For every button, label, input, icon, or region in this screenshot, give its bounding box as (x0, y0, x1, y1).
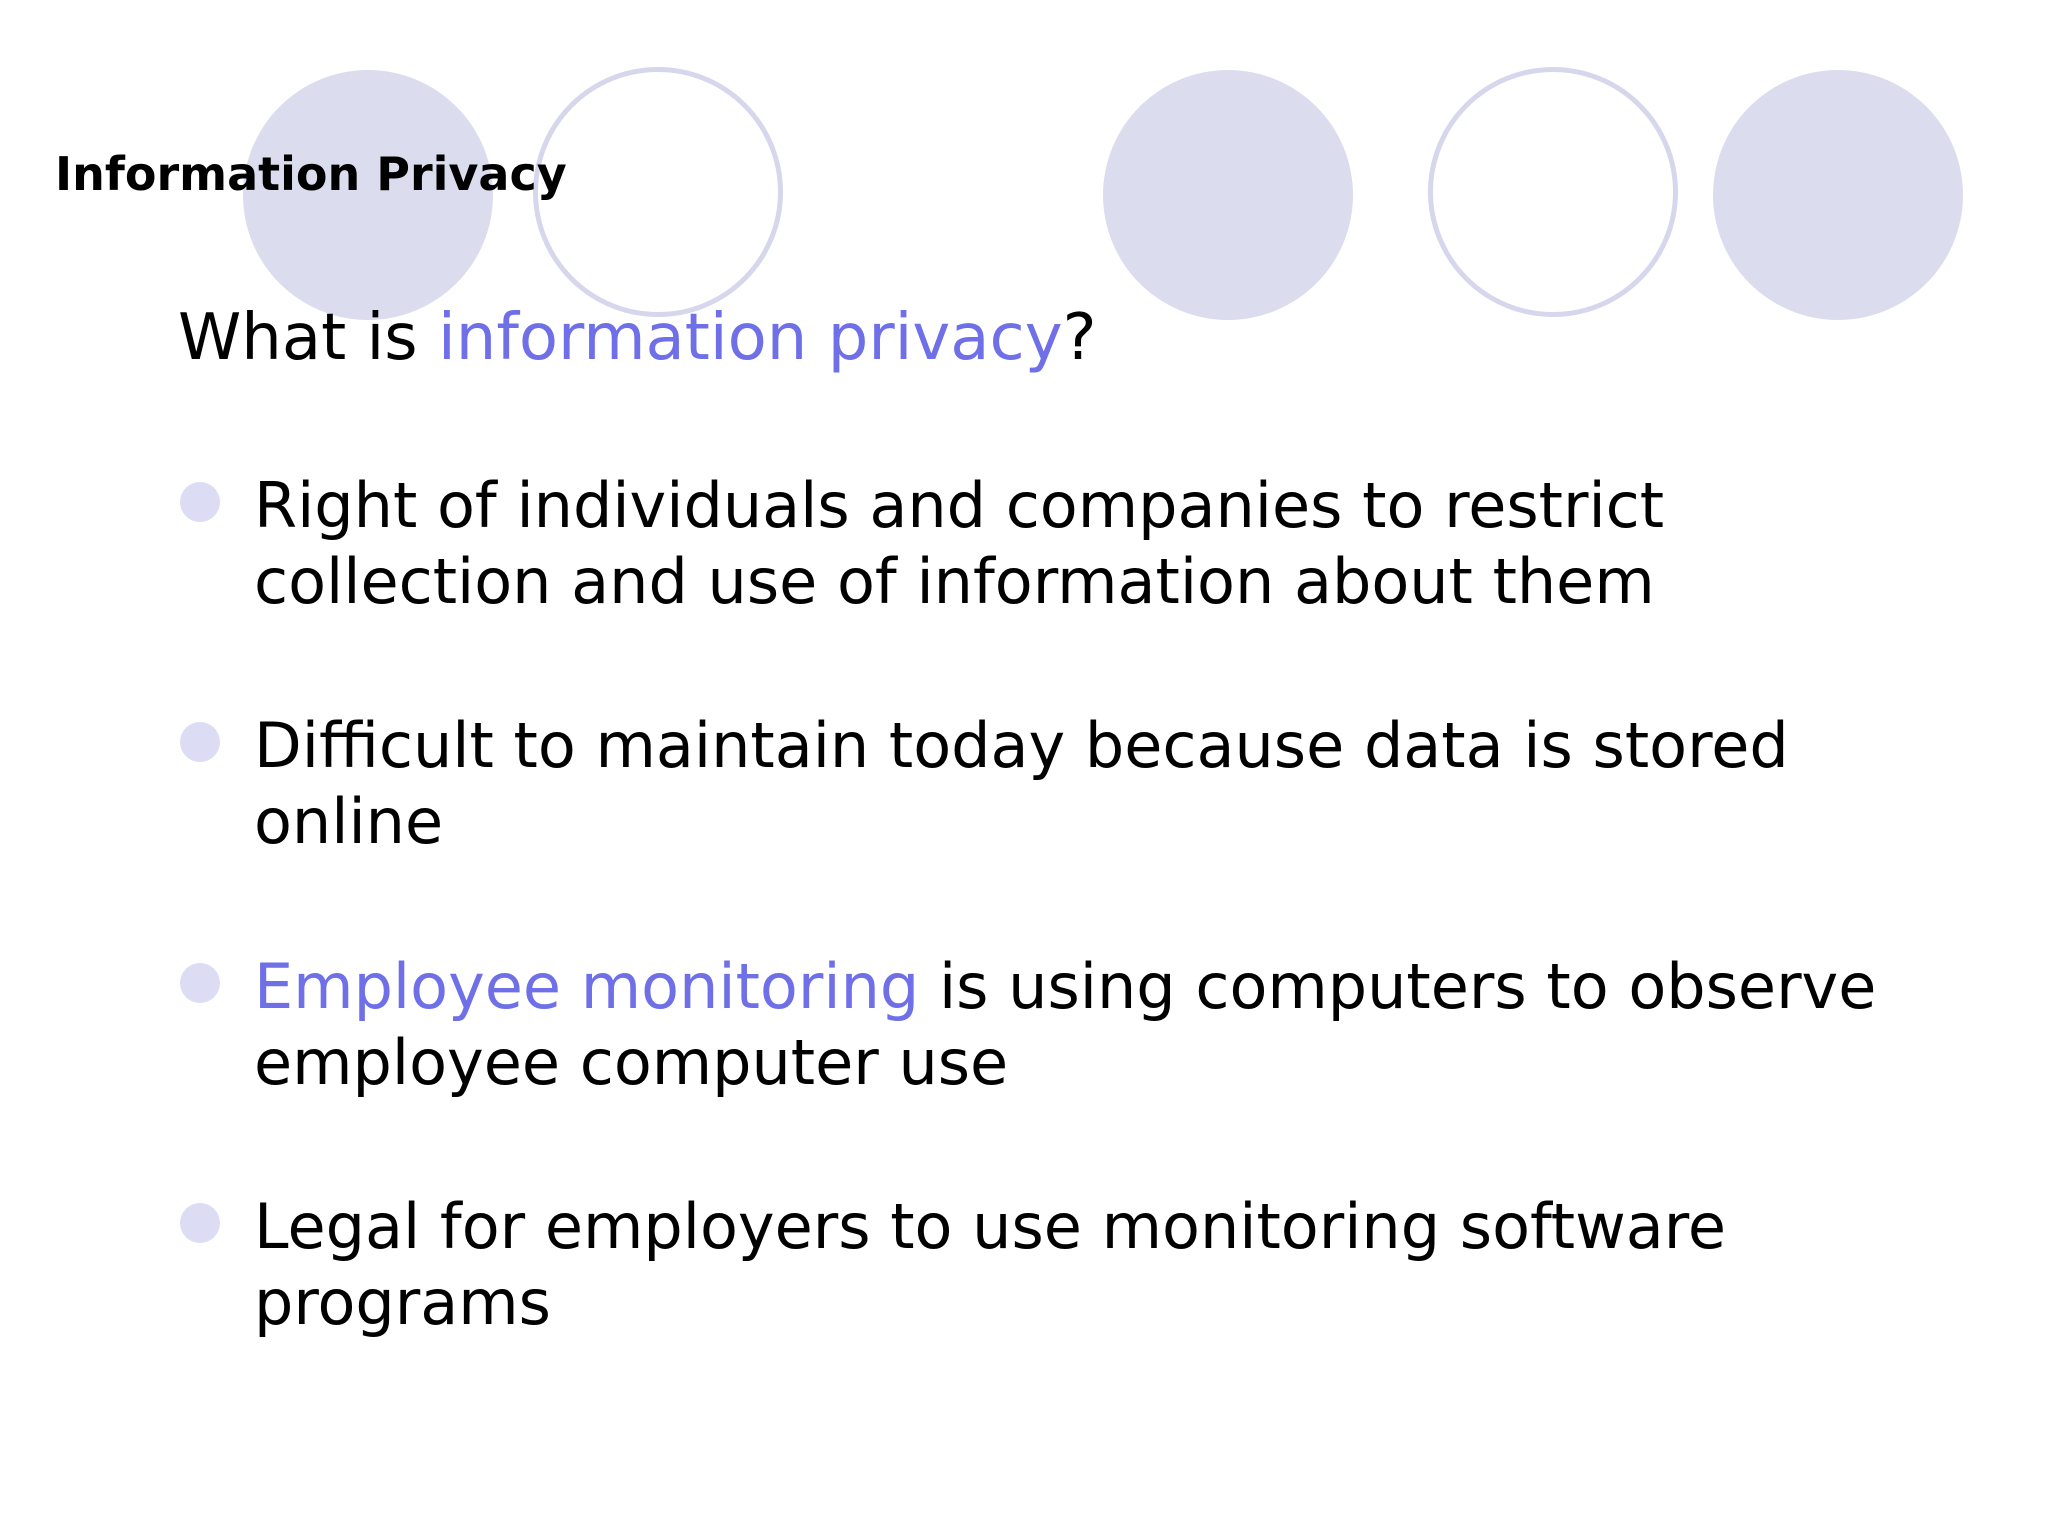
bullet-text (254, 468, 1944, 620)
slide-title: Information Privacy (55, 147, 567, 201)
bullet-icon (180, 482, 220, 522)
bullet-body: is using computers to observe employee computer use (254, 950, 1877, 1099)
bullet-icon (180, 963, 220, 1003)
bullet-text (254, 1189, 1944, 1341)
bullet-highlight: Employee monitoring (254, 950, 920, 1023)
bullet-text (254, 949, 1944, 1101)
question-prefix: What is (178, 301, 438, 375)
bullet-icon (180, 1203, 220, 1243)
bullet-icon (180, 722, 220, 762)
question-suffix: ? (1062, 301, 1097, 375)
question-highlight: information privacy (437, 301, 1063, 375)
bullet-text (254, 708, 1944, 860)
bullet-body: Right of individuals and companies to restrict collection and use of information about them (254, 469, 1665, 618)
bullet-body: Difficult to maintain today because data is stored online (254, 709, 1789, 858)
bullet-body: Legal for employers to use monitoring software programs (254, 1190, 1727, 1339)
